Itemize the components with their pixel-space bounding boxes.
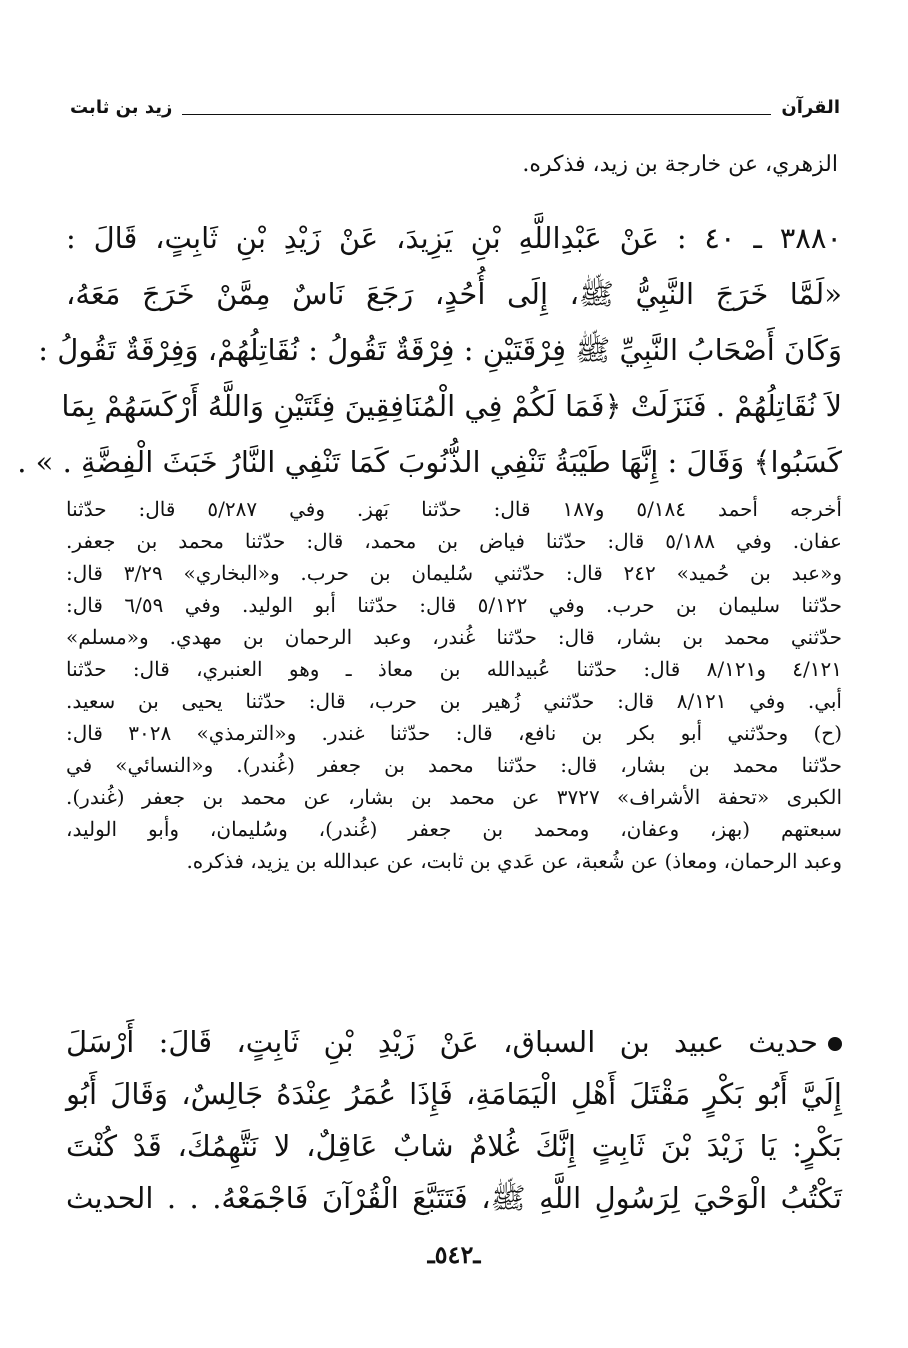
source-line: أخرجه أحمد ٥/١٨٤ و١٨٧ قال: حدّثنا بَهز. وفي ٥/٢٨٧ قال: حدّثنا: [66, 497, 842, 521]
source-line: و«عبد بن حُميد» ٢٤٢ قال: حدّثني سُليمان بن حرب. و«البخاري» ٣/٢٩ قال:: [66, 561, 843, 585]
intro-line: الزهري، عن خارجة بن زيد، فذكره.: [522, 152, 838, 177]
hadith-line: «لَمَّا خَرَجَ النَّبِيُّ ﷺ، إِلَى أُحُدٍ، رَجَعَ نَاسٌ مِمَّنْ خَرَجَ مَعَهُ،: [66, 277, 842, 311]
hadith-line: وَكَانَ أَصْحَابُ النَّبِيِّ ﷺ فِرْقَتَيْنِ : فِرْقَةٌ تَقُولُ : نُقَاتِلُهُمْ، وَفِرْقَةٌ تَقُولُ :: [38, 333, 842, 367]
source-line: ٤/١٢١ و٨/١٢١ قال: حدّثنا عُبيدالله بن معاذ ـ وهو العنبري، قال: حدّثنا: [66, 657, 843, 681]
hadith-two-line: إِلَيَّ أَبُو بَكْرٍ مَقْتَلَ أَهْلِ الْيَمَامَةِ، فَإِذَا عُمَرُ عِنْدَهُ جَالِسٌ، وَقَالَ أَبُو: [66, 1077, 842, 1111]
bullet-icon: [828, 1037, 842, 1051]
source-line: وعبد الرحمان، ومعاذ) عن شُعبة، عن عَدي بن ثابت، عن عبدالله بن يزيد، فذكره.: [186, 849, 842, 873]
source-footnote: [66, 493, 842, 877]
source-line: حدّثنا سليمان بن حرب. وفي ٥/١٢٢ قال: حدّثنا أبو الوليد. وفي ٦/٥٩ قال:: [66, 593, 842, 617]
hadith-line: لاَ نُقَاتِلُهُمْ . فَنَزَلَتْ ﴿فَمَا لَكُمْ فِي الْمُنَافِقِينَ فِئَتَيْنِ وَاللَّهُ أَرْكَسَهُمْ بِمَا: [61, 389, 842, 423]
header-left-title: زيد بن ثابت: [70, 96, 173, 118]
page-number: ـ٥٤٢ـ: [427, 1240, 481, 1269]
hadith-text: [17, 210, 843, 490]
source-line: عفان. وفي ٥/١٨٨ قال: حدّثنا فياض بن محمد، قال: حدّثنا محمد بن جعفر.: [66, 529, 842, 553]
hadith-line: كَسَبُوا﴾ وَقَالَ : إِنَّهَا طَيْبَةُ تَنْفِي الذُّنُوبَ كَمَا تَنْفِي النَّارُ خَبَثَ الْفِضَّةِ . » .: [17, 445, 842, 479]
hadith-two-line: بَكْرٍ: يَا زَيْدَ بْنَ ثَابِتٍ إِنَّكَ غُلامٌ شابٌ عَاقِلٌ، لا نَتَّهِمُكَ، قَدْ كُنْتَ: [66, 1129, 842, 1163]
header-rule: [182, 114, 771, 115]
running-header: [70, 92, 840, 122]
source-line: سبعتهم (بهز، وعفان، ومحمد بن جعفر (غُندر)، وسُليمان، وأبو الوليد،: [66, 817, 842, 841]
header-right-title: القرآن: [781, 96, 840, 118]
source-line: أبي. وفي ٨/١٢١ قال: حدّثني زُهير بن حرب، قال: حدّثنا يحيى بن سعيد.: [66, 689, 842, 713]
hadith-two-first-text: حديث عبيد بن السباق، عَنْ زَيْدِ بْنِ ثَابِتٍ، قَالَ: أَرْسَلَ: [66, 1025, 818, 1059]
source-line: الكبرى «تحفة الأشراف» ٣٧٢٧ عن محمد بن بشار، عن محمد بن جعفر (غُندر).: [66, 785, 843, 809]
source-line: حدّثني محمد بن بشار، قال: حدّثنا غُندر، وعبد الرحمان بن مهدي. و«مسلم»: [66, 625, 842, 649]
hadith-two-text: [66, 1016, 842, 1224]
source-line: حدّثنا محمد بن بشار، قال: حدّثنا محمد بن جعفر (غُندر). و«النسائي» في: [66, 753, 842, 777]
source-line: (ح) وحدّثني أبو بكر بن نافع، قال: حدّثنا غندر. و«الترمذي» ٣٠٢٨ قال:: [66, 721, 842, 745]
hadith-two-line: [66, 1016, 842, 1068]
hadith-line: ٣٨٨٠ ـ ٤٠ : عَنْ عَبْدِاللَّهِ بْنِ يَزِيدَ، عَنْ زَيْدِ بْنِ ثَابِتٍ، قَالَ :: [66, 221, 843, 255]
hadith-two-line: تَكْتُبُ الْوَحْيَ لِرَسُولِ اللَّهِ ﷺ، فَتَتَبَّعَ الْقُرْآنَ فَاجْمَعْهُ. . . الحديث: [66, 1181, 842, 1215]
